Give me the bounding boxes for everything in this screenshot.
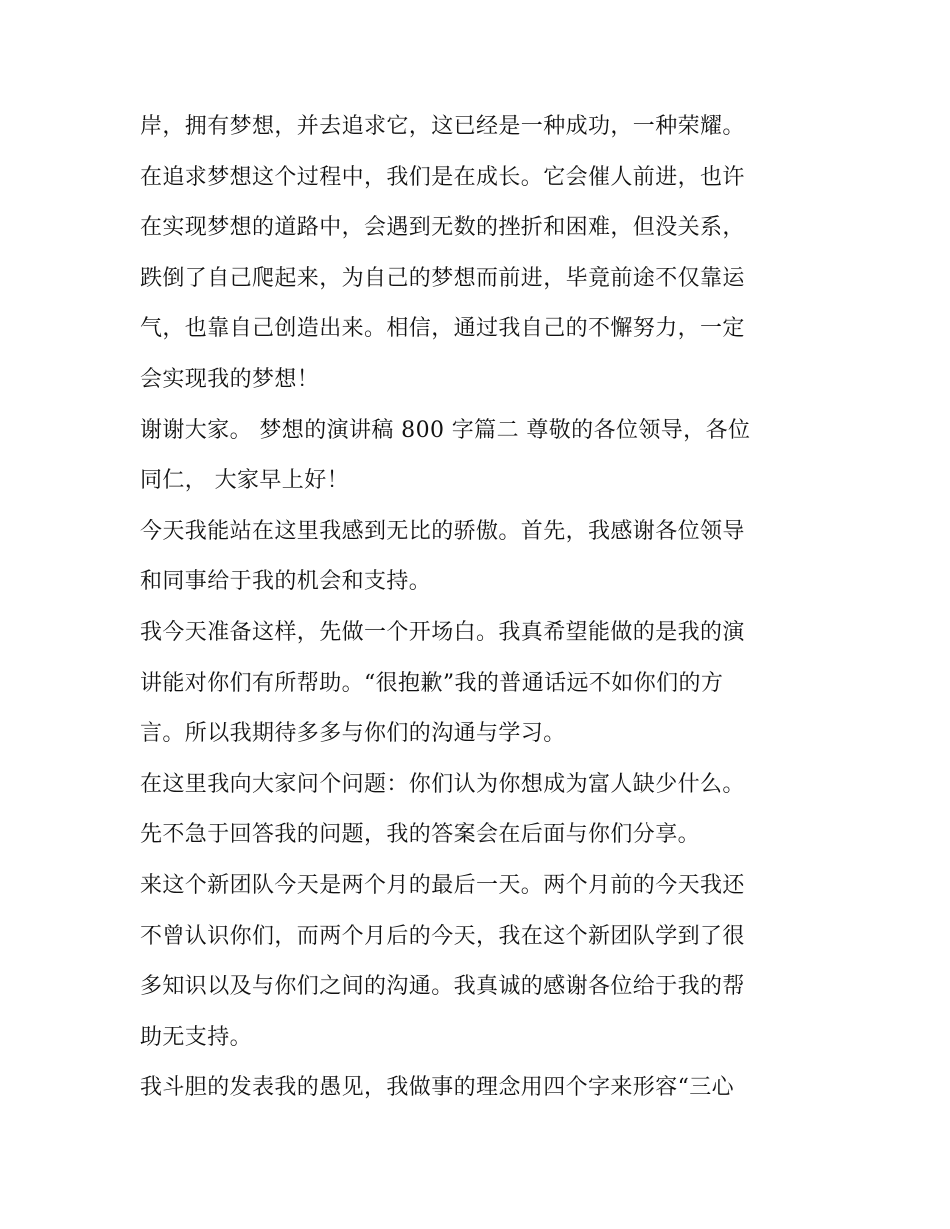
text-line: 在实现梦想的道路中，会遇到无数的挫折和困难，但没关系， xyxy=(140,215,745,241)
text-line: 同仁， 大家早上好！ xyxy=(140,468,349,494)
text-line: 我今天准备这样，先做一个开场白。我真希望能做的是我的演 xyxy=(140,619,745,645)
text-line: 谢谢大家。 梦想的演讲稿 800 字篇二 尊敬的各位领导，各位 xyxy=(140,417,751,443)
text-line: 在追求梦想这个过程中，我们是在成长。它会催人前进，也许 xyxy=(140,164,745,190)
text-line: 我斗胆的发表我的愚见，我做事的理念用四个字来形容“三心 xyxy=(140,1075,735,1101)
text-line: 气，也靠自己创造出来。相信，通过我自己的不懈努力，一定 xyxy=(140,316,745,342)
text-line: 多知识以及与你们之间的沟通。我真诚的感谢各位给于我的帮 xyxy=(140,974,745,1000)
text-line: 言。所以我期待多多与你们的沟通与学习。 xyxy=(140,721,566,747)
text-line: 和同事给于我的机会和支持。 xyxy=(140,569,432,595)
text-line: 讲能对你们有所帮助。“很抱歉”我的普通话远不如你们的方 xyxy=(140,670,724,696)
document-body xyxy=(140,102,820,1114)
text-line: 在这里我向大家问个问题：你们认为你想成为富人缺少什么。 xyxy=(140,771,745,797)
text-line: 先不急于回答我的问题，我的答案会在后面与你们分享。 xyxy=(140,822,701,848)
text-line: 助无支持。 xyxy=(140,1024,253,1050)
text-line: 来这个新团队今天是两个月的最后一天。两个月前的今天我还 xyxy=(140,872,745,898)
text-line: 会实现我的梦想！ xyxy=(140,366,320,392)
text-line: 岸，拥有梦想，并去追求它，这已经是一种成功，一种荣耀。 xyxy=(140,114,745,139)
text-line: 不曾认识你们，而两个月后的今天，我在这个新团队学到了很 xyxy=(140,923,745,949)
text-line: 今天我能站在这里我感到无比的骄傲。首先，我感谢各位领导 xyxy=(140,518,745,544)
text-line: 跌倒了自己爬起来，为自己的梦想而前进，毕竟前途不仅靠运 xyxy=(140,265,745,291)
